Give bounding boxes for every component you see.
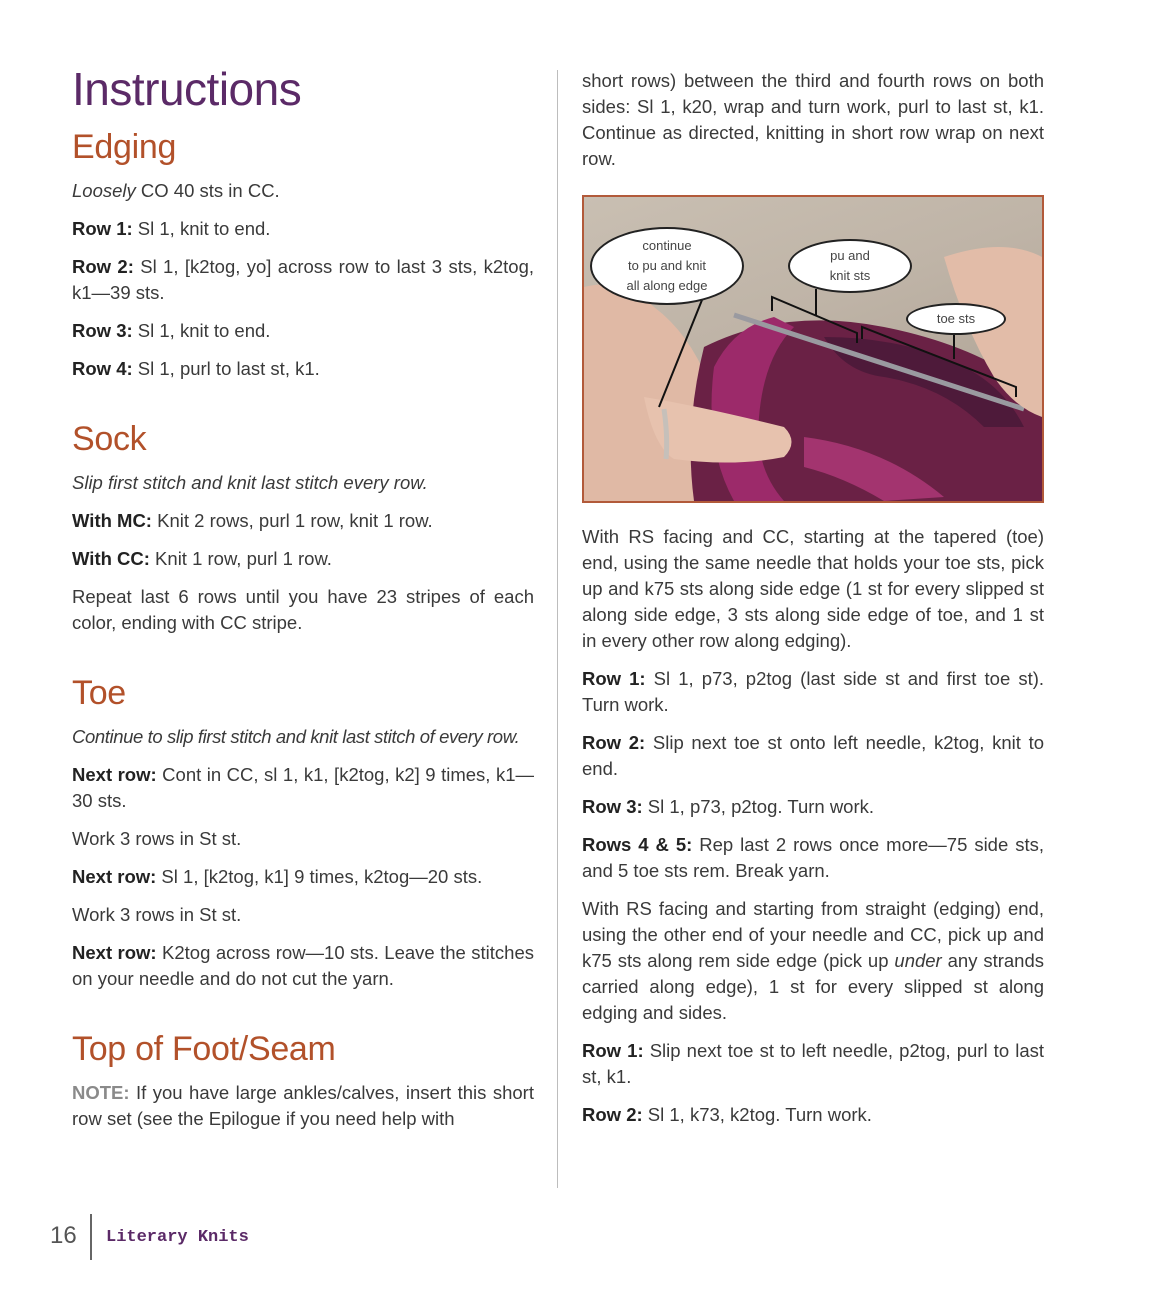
row-label: Row 1: <box>72 218 133 239</box>
toe-next-row-3 <box>72 940 534 992</box>
row-text: Sl 1, [k2tog, yo] across row to last 3 sts, k2tog, k1—39 sts. <box>72 256 534 303</box>
row-label: Row 3: <box>72 320 133 341</box>
edging-row-2 <box>72 254 534 306</box>
section-title-toe: Toe <box>72 674 126 712</box>
row-label: Row 2: <box>582 1104 643 1125</box>
seam-note <box>72 1080 534 1132</box>
row-text: Sl 1, k73, k2tog. Turn work. <box>642 1104 872 1125</box>
para2-part-b: any strands carried along edge), 1 st for every slipped st along edging and sides. <box>582 950 1044 1023</box>
row-text: Knit 1 row, purl 1 row. <box>149 548 332 569</box>
pickup-paragraph-1: With RS facing and CC, starting at the tapered (toe) end, using the same needle that holds your toe sts, pick up and k75 sts along side edge (1 st for every slipped st along side edge, 3 sts along side edge of toe, and 1 st in every other row along edging). <box>582 526 1044 651</box>
right-rows-4-5 <box>582 832 1044 884</box>
callout-pu-knit <box>788 239 912 293</box>
edging-row-1 <box>72 216 534 242</box>
right-row-2 <box>582 730 1044 782</box>
row-text: Cont in CC, sl 1, k1, [k2tog, k2] 9 times, k1—30 sts. <box>72 764 534 811</box>
callout-pu-text: pu and knit sts <box>829 248 871 283</box>
row-text: Sl 1, p73, p2tog. Turn work. <box>642 796 875 817</box>
row-label: With MC: <box>72 510 152 531</box>
right-row-b2 <box>582 1102 1044 1128</box>
note-label: NOTE: <box>72 1082 130 1103</box>
row-text: Sl 1, [k2tog, k1] 9 times, k2tog—20 sts. <box>156 866 483 887</box>
edging-row-3 <box>72 318 534 344</box>
right-row-b1 <box>582 1038 1044 1090</box>
row-label: Row 4: <box>72 358 133 379</box>
row-label: Row 1: <box>582 668 646 689</box>
sock-intro: Slip first stitch and knit last stitch every row. <box>72 472 428 493</box>
pickup-paragraph-2 <box>582 896 1044 1026</box>
sock-row-mc <box>72 508 534 534</box>
right-row-3 <box>582 794 1044 820</box>
toe-next-row-1 <box>72 762 534 814</box>
sock-row-cc <box>72 546 534 572</box>
row-label: Row 2: <box>582 732 646 753</box>
row-label: Next row: <box>72 764 157 785</box>
toe-work-2: Work 3 rows in St st. <box>72 904 242 925</box>
row-label: Row 2: <box>72 256 134 277</box>
row-label: Next row: <box>72 942 157 963</box>
row-label: Row 3: <box>582 796 643 817</box>
row-label: With CC: <box>72 548 150 569</box>
section-title-edging: Edging <box>72 128 177 166</box>
row-label: Row 1: <box>582 1040 644 1061</box>
short-row-continuation: short rows) between the third and fourth rows on both sides: Sl 1, k20, wrap and turn work, purl to last st, k1. Continue as directed, knitting in short row wrap on next row. <box>582 70 1044 169</box>
toe-next-row-2 <box>72 864 534 890</box>
right-row-1 <box>582 666 1044 718</box>
column-divider <box>557 70 558 1188</box>
edging-row-4 <box>72 356 534 382</box>
edging-intro-em: Loosely <box>72 180 136 201</box>
row-text: Rep last 2 rows once more—75 side sts, and 5 toe sts rem. Break yarn. <box>582 834 1044 881</box>
section-title-seam: Top of Foot/Seam <box>72 1030 336 1068</box>
edging-intro <box>72 178 534 204</box>
row-text: Slip next toe st to left needle, p2tog, purl to last st, k1. <box>582 1040 1045 1087</box>
callout-continue-text: continue to pu and knit all along edge <box>626 238 708 293</box>
ring <box>664 409 667 459</box>
callout-continue <box>590 227 744 305</box>
row-text: Knit 2 rows, purl 1 row, knit 1 row. <box>151 510 433 531</box>
knitting-photo <box>582 195 1044 503</box>
callout-toe-text: toe sts <box>936 311 976 326</box>
section-title-sock: Sock <box>72 420 147 458</box>
para2-part-a: With RS facing and starting from straight (edging) end, using the other end of your needle and CC, pick up and k75 sts along rem side edge (pick up <box>582 898 1044 971</box>
toe-work-1: Work 3 rows in St st. <box>72 828 242 849</box>
page-number: 16 <box>50 1222 77 1249</box>
para2-em: under <box>894 950 942 971</box>
row-text: K2tog across row—10 sts. Leave the stitches on your needle and do not cut the yarn. <box>72 942 534 989</box>
edging-intro-rest: CO 40 sts in CC. <box>135 180 280 201</box>
row-text: Sl 1, knit to end. <box>132 218 271 239</box>
callout-toe-sts <box>906 303 1006 335</box>
row-label: Rows 4 & 5: <box>582 834 693 855</box>
page-heading: Instructions <box>72 63 302 115</box>
row-label: Next row: <box>72 866 157 887</box>
row-text: Sl 1, knit to end. <box>132 320 271 341</box>
note-text: If you have large ankles/calves, insert this short row set (see the Epilogue if you need help with <box>72 1082 534 1129</box>
row-text: Slip next toe st onto left needle, k2tog, knit to end. <box>582 732 1045 779</box>
book-title: Literary Knits <box>106 1228 249 1247</box>
sock-repeat: Repeat last 6 rows until you have 23 stripes of each color, ending with CC stripe. <box>72 586 534 633</box>
row-text: Sl 1, p73, p2tog (last side st and first toe st). Turn work. <box>582 668 1045 715</box>
row-text: Sl 1, purl to last st, k1. <box>132 358 320 379</box>
footer-divider <box>90 1214 92 1260</box>
toe-intro: Continue to slip first stitch and knit last stitch of every row. <box>72 726 520 747</box>
